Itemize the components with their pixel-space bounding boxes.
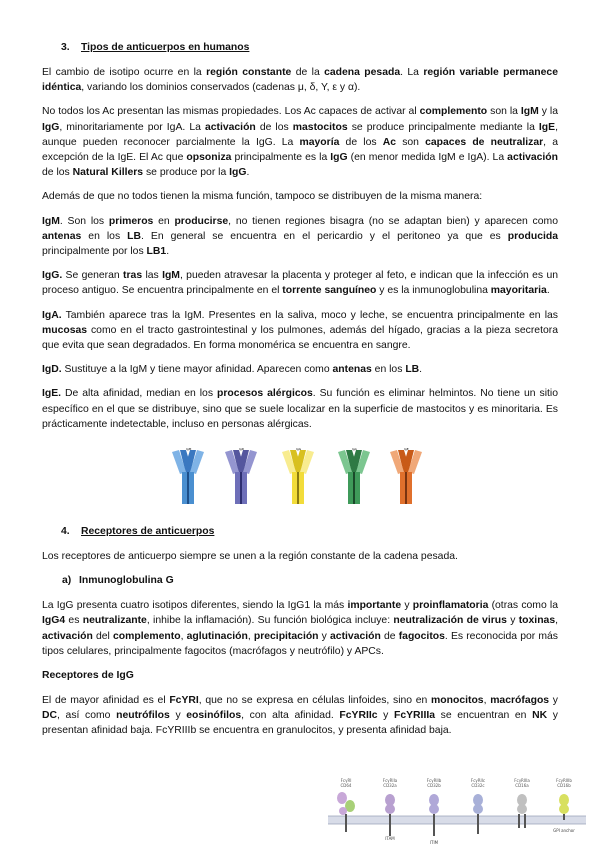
bold-text-run: región variable permanece idéntica [42,67,558,94]
receptor-name: FcγRIIa [382,778,398,783]
text-run: , [555,615,558,627]
text-run: . Es reconocida por más tipos celulares, principalmente fagocitos (macrófagos y neutrófilo) y APCs. [42,630,558,657]
receptor-name: FcγRIIIa [514,778,530,783]
text-run: . Son los [59,215,109,227]
receptor-name: FcγRIIc [470,778,486,783]
bold-text-run: IgG [330,152,348,164]
text-run: y [506,615,519,627]
bold-text-run: IgE [538,121,556,133]
bold-text-run: precipitación [253,630,319,642]
text-run: de [380,630,399,642]
text-run: , pueden atravesar la placenta y proteger al feto, e indican que la infección es un proceso antiguo. Se encuentra principalmente en el [42,270,559,297]
bold-text-run: macrófagos [490,695,550,707]
bold-text-run: Natural Killers [72,167,144,179]
bold-text-run: proinflamatoria [412,600,489,612]
bold-text-run: opsoniza [186,152,232,164]
bold-text-run: activación [330,630,381,642]
text-run: (otras como la [488,600,559,612]
bold-text-run: FcYRI [169,695,199,707]
text-run: y la [538,106,558,118]
text-run: principalmente por los [42,246,147,258]
antibody-label-igd: IgD [239,447,245,452]
text-run: También aparece tras la IgM. Presentes en la saliva, moco y leche, se encuentra principalmente en las [61,309,558,321]
section-title: Receptores de anticuerpos [81,526,215,538]
bold-text-run: IgD. [42,364,62,376]
bold-text-run: monocitos [431,695,484,707]
text-run: (en menor medida IgM e IgA). La [347,152,508,164]
cell-membrane [328,816,586,824]
text-run: de los [255,121,293,133]
text-run: las [142,270,163,282]
receptor-cd: CD16b [557,783,571,788]
text-run: . En general se encuentra en el pericardio y el peritoneo ya que es [141,230,508,242]
text-run: , [180,630,187,642]
itim-label: ITIM [429,840,439,845]
bold-text-run: neutrófilos [116,710,170,722]
paragraph-receptors-intro [42,549,558,564]
text-run: Además de que no todos tienen la misma función, tampoco se distribuyen de la misma manera: [42,191,483,203]
antibody-igd [225,447,257,504]
text-run: , [483,695,491,707]
text-run: , minoritariamente por IgA. La [59,121,205,133]
bold-text-run: IgG [229,167,247,179]
text-run: y presentan afinidad baja. FcYRIIIb se encuentra en granulocitos, y presenta afinidad baja. [42,710,558,737]
text-run: se encuentran en [435,710,533,722]
bold-text-run: cadena pesada [324,67,401,78]
text-run: son [396,136,426,148]
antibody-label-igm: IgM [186,447,192,452]
text-run: y [169,710,187,722]
bold-text-run: producirse [174,215,229,227]
bold-text-run: LB1 [146,246,167,258]
bold-text-run: complemento [419,106,488,118]
bold-text-run: DC [42,710,58,722]
text-run: . Su función es eliminar helmintos. No tiene un sitio específico en el que se distribuye, sino que se suele localizar en la superficie de mastocitos y es minoritaria. Es prácticamente indetectable, incluso en personas alérgicas. [42,388,558,430]
text-run: es [65,615,83,627]
text-run: . [246,167,250,179]
text-run: De alta afinidad, median en los [61,388,217,400]
text-run: Los receptores de anticuerpo siempre se unen a la región constante de la cadena pesada. [42,551,458,563]
antibody-isotypes-figure [166,446,434,512]
paragraph-isotype-switch [42,65,558,95]
text-run: de la [291,67,325,78]
bold-text-run: IgM [42,215,60,227]
text-run: . [166,246,170,258]
text-run: . [546,285,550,297]
text-run: , así como [57,710,117,722]
paragraph-properties [42,104,558,180]
antibody-label-iga: IgA [352,447,357,452]
text-run: Sustituye a la IgM y tiene mayor afinidad. Aparecen como [61,364,333,376]
bold-text-run: toxinas [518,615,556,627]
text-run: La IgG presenta cuatro isotipos diferentes, siendo la IgG1 la más [42,600,348,612]
receptor-name: FcγRIIb [426,778,442,783]
text-run: en los [81,230,128,242]
bold-text-run: IgG. [42,270,63,282]
bold-text-run: tras [123,270,143,282]
text-run: y [377,710,394,722]
antibody-iga [338,447,370,504]
bold-text-run: mucosas [42,324,88,336]
subsection-title: Inmunoglobulina G [79,575,174,587]
text-run: . La [400,67,424,78]
receptor-name: FcγRI [340,778,352,783]
bold-text-run: IgM [520,106,539,118]
subsection-a-heading [42,573,558,588]
bold-text-run: producida [507,230,558,242]
section-number: 4. [61,526,70,538]
paragraph-distribution [42,189,558,204]
text-run: y es la inmunoglobulina [376,285,491,297]
paragraph-ige [42,386,558,432]
bold-text-run: NK [532,710,548,722]
text-run: y [549,695,558,707]
text-run: . [419,364,423,376]
bold-text-run: IgA. [42,309,62,321]
bold-text-run: IgM [162,270,180,282]
text-run: de los [339,136,383,148]
paragraph-igg [42,268,558,298]
bold-text-run: FcYRIIIa [394,710,435,722]
text-run: del [92,630,113,642]
receptor-fcgriib [427,778,442,836]
text-run: se produce principalmente mediante la [347,121,539,133]
antibody-igm [172,447,204,504]
bold-text-run: fagocitos [398,630,445,642]
receptor-fcgriia [383,778,398,836]
bold-text-run: activación [204,121,256,133]
receptor-cd: CD32c [471,783,485,788]
paragraph-iga [42,308,558,354]
antibody-ige [390,447,422,504]
paragraph-igg-isotypes [42,598,558,659]
bold-text-run: eosinófilos [186,710,242,722]
receptor-cd: CD16a [515,783,529,788]
text-run: Se generan [62,270,124,282]
text-run: El de mayor afinidad es el [42,695,170,707]
bold-text-run: activación [42,630,93,642]
bold-text-run: torrente sanguíneo [282,285,377,297]
text-run: como en el tracto gastrointestinal y los pulmones, además del hígado, gracias a la pieza secretora que evita que sean degradados. En forma monomérica se encuentra en sangre. [42,324,558,352]
bold-text-run: Ac [382,136,397,148]
receptor-cd: CD64 [340,783,352,788]
text-run: No todos los Ac presentan las mismas propiedades. Los Ac capaces de activar al [42,106,420,118]
text-run: son la [487,106,521,118]
bold-text-run: LB [127,230,142,242]
text-run: , que no se expresa en células linfoides, sino en [198,695,432,707]
text-run: , aunque pueden reconocer parcialmente la IgG. La [42,121,558,148]
section-number: 3. [61,42,70,53]
paragraph-fcgamma-receptors [42,693,558,739]
text-run: , no tienen regiones bisagra (no se adaptan bien) y aparecen como [228,215,558,227]
bold-text-run: importante [347,600,402,612]
bold-text-run: FcYRIIc [339,710,378,722]
receptor-fcgriiib [556,778,572,820]
text-run: y [401,600,413,612]
bold-text-run: IgG [42,121,60,133]
receptor-cd: CD32a [383,783,397,788]
bold-text-run: mayoritaria [490,285,547,297]
paragraph-igd [42,362,558,377]
antibody-label-igg: IgG [296,447,302,452]
gpi-anchor-label: GPI anchor [553,828,575,833]
antibody-label-ige: IgE [404,447,409,452]
bold-text-run: región constante [206,67,292,78]
bold-text-run: IgG4 [42,615,66,627]
bold-text-run: procesos alérgicos [216,388,313,400]
text-run: en los [371,364,406,376]
bold-text-run: neutralización de virus [393,615,507,627]
text-run: El cambio de isotipo ocurre en la [42,67,207,78]
section-3-heading [42,40,558,55]
text-run: de los [42,167,73,179]
antibody-igg [282,447,314,504]
bold-text-run: IgE. [42,388,62,400]
paragraph-igm [42,214,558,260]
bold-text-run: complemento [113,630,181,642]
text-run: se produce por la [143,167,230,179]
text-run: , a excepción de la IgE. El Ac que [42,136,558,164]
itam-label: ITAM [385,836,395,841]
bold-text-run: antenas [42,230,82,242]
bold-text-run: antenas [332,364,372,376]
text-run: en [153,215,175,227]
text-run: principalmente es la [231,152,331,164]
fc-gamma-receptors-figure [328,776,586,846]
bold-text-run: capaces de neutralizar [425,136,544,148]
section-title: Tipos de anticuerpos en humanos [81,42,250,53]
subsection-number: a) [62,575,72,587]
receptor-fcgriic [471,778,485,834]
bold-text-run: aglutinación [186,630,248,642]
bold-text-run: primeros [108,215,154,227]
document-page [42,40,558,748]
text-run: , inhibe la inflamación). Su función biológica incluye: [146,615,394,627]
text-run: y [318,630,331,642]
bold-text-run: mayoría [299,136,340,148]
text-run: , variando los dominios conservados (cadenas μ, δ, Υ, ε y α). [81,82,361,94]
bold-text-run: activación [507,152,558,164]
receptor-cd: CD32b [427,783,441,788]
text-run: , con alta afinidad. [241,710,340,722]
bold-text-run: LB [405,364,420,376]
receptores-igg-heading: Receptores de IgG [42,670,134,682]
text-run: , [247,630,254,642]
section-4-heading [42,524,558,539]
bold-text-run: neutralizante [82,615,147,627]
bold-text-run: mastocitos [292,121,348,133]
receptor-name: FcγRIIIb [556,778,572,783]
